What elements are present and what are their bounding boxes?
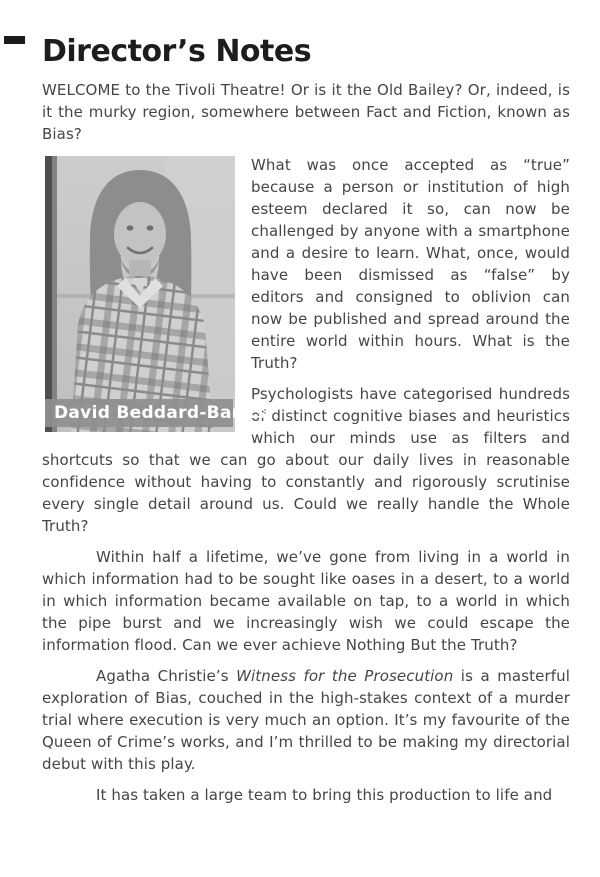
paragraph-within-half-a-lifetime: Within half a lifetime, we’ve gone from living in a world in which information had to be sought like oases in a desert, to a world in which information became available on tap, to a world in which the pipe burst and we increasingly wish we could escape the information flood. Can we ever achieve Nothing But the Truth? [42, 547, 570, 654]
page-content [0, 36, 600, 806]
paragraph-agatha-christie [42, 665, 570, 775]
paragraph-large-team: It has taken a large team to bring this production to life and [96, 785, 553, 804]
programme-page [0, 36, 600, 877]
paragraph-psychologists-biases: Psychologists have categorised hundreds of distinct cognitive biases and heuristics which our minds use as filters and shortcuts so that we can go about our daily lives in reasonable confidence without having to constantly and rigorously scrutinise every single detail around us. Could we really handle the Whole Truth? [42, 384, 570, 535]
photo-caption: David Beddard-Banks [45, 399, 233, 427]
portrait-illustration [45, 156, 235, 432]
paragraph-agatha-rest: is a masterful exploration of Bias, couched in the high-stakes context of a murder trial where execution is very much an option. It’s my favourite of the Queen of Crime’s works, and I’m thrilled to be making my directorial debut with this play. [42, 666, 570, 773]
director-portrait-photo [45, 156, 267, 432]
paragraph-welcome: WELCOME to the Tivoli Theatre! Or is it the Old Bailey? Or, indeed, is it the murky region, somewhere between Fact and Fiction, known as Bias? [42, 80, 570, 143]
page-corner-print-mark [4, 36, 25, 44]
paragraph-what-was-once-true: What was once accepted as “true” because a person or institution of high esteem declared it so, can now be challenged by anyone with a smartphone and a desire to learn. What, once, would have been dismissed as “false” by editors and consigned to oblivion can now be published and spread around the entire world within hours. What is the Truth? [251, 155, 570, 372]
play-title-italic: Witness for the Prosecution [236, 666, 454, 685]
paragraph-agatha-lead: Agatha Christie’s [96, 666, 237, 685]
page-title: Director’s Notes [42, 34, 312, 69]
